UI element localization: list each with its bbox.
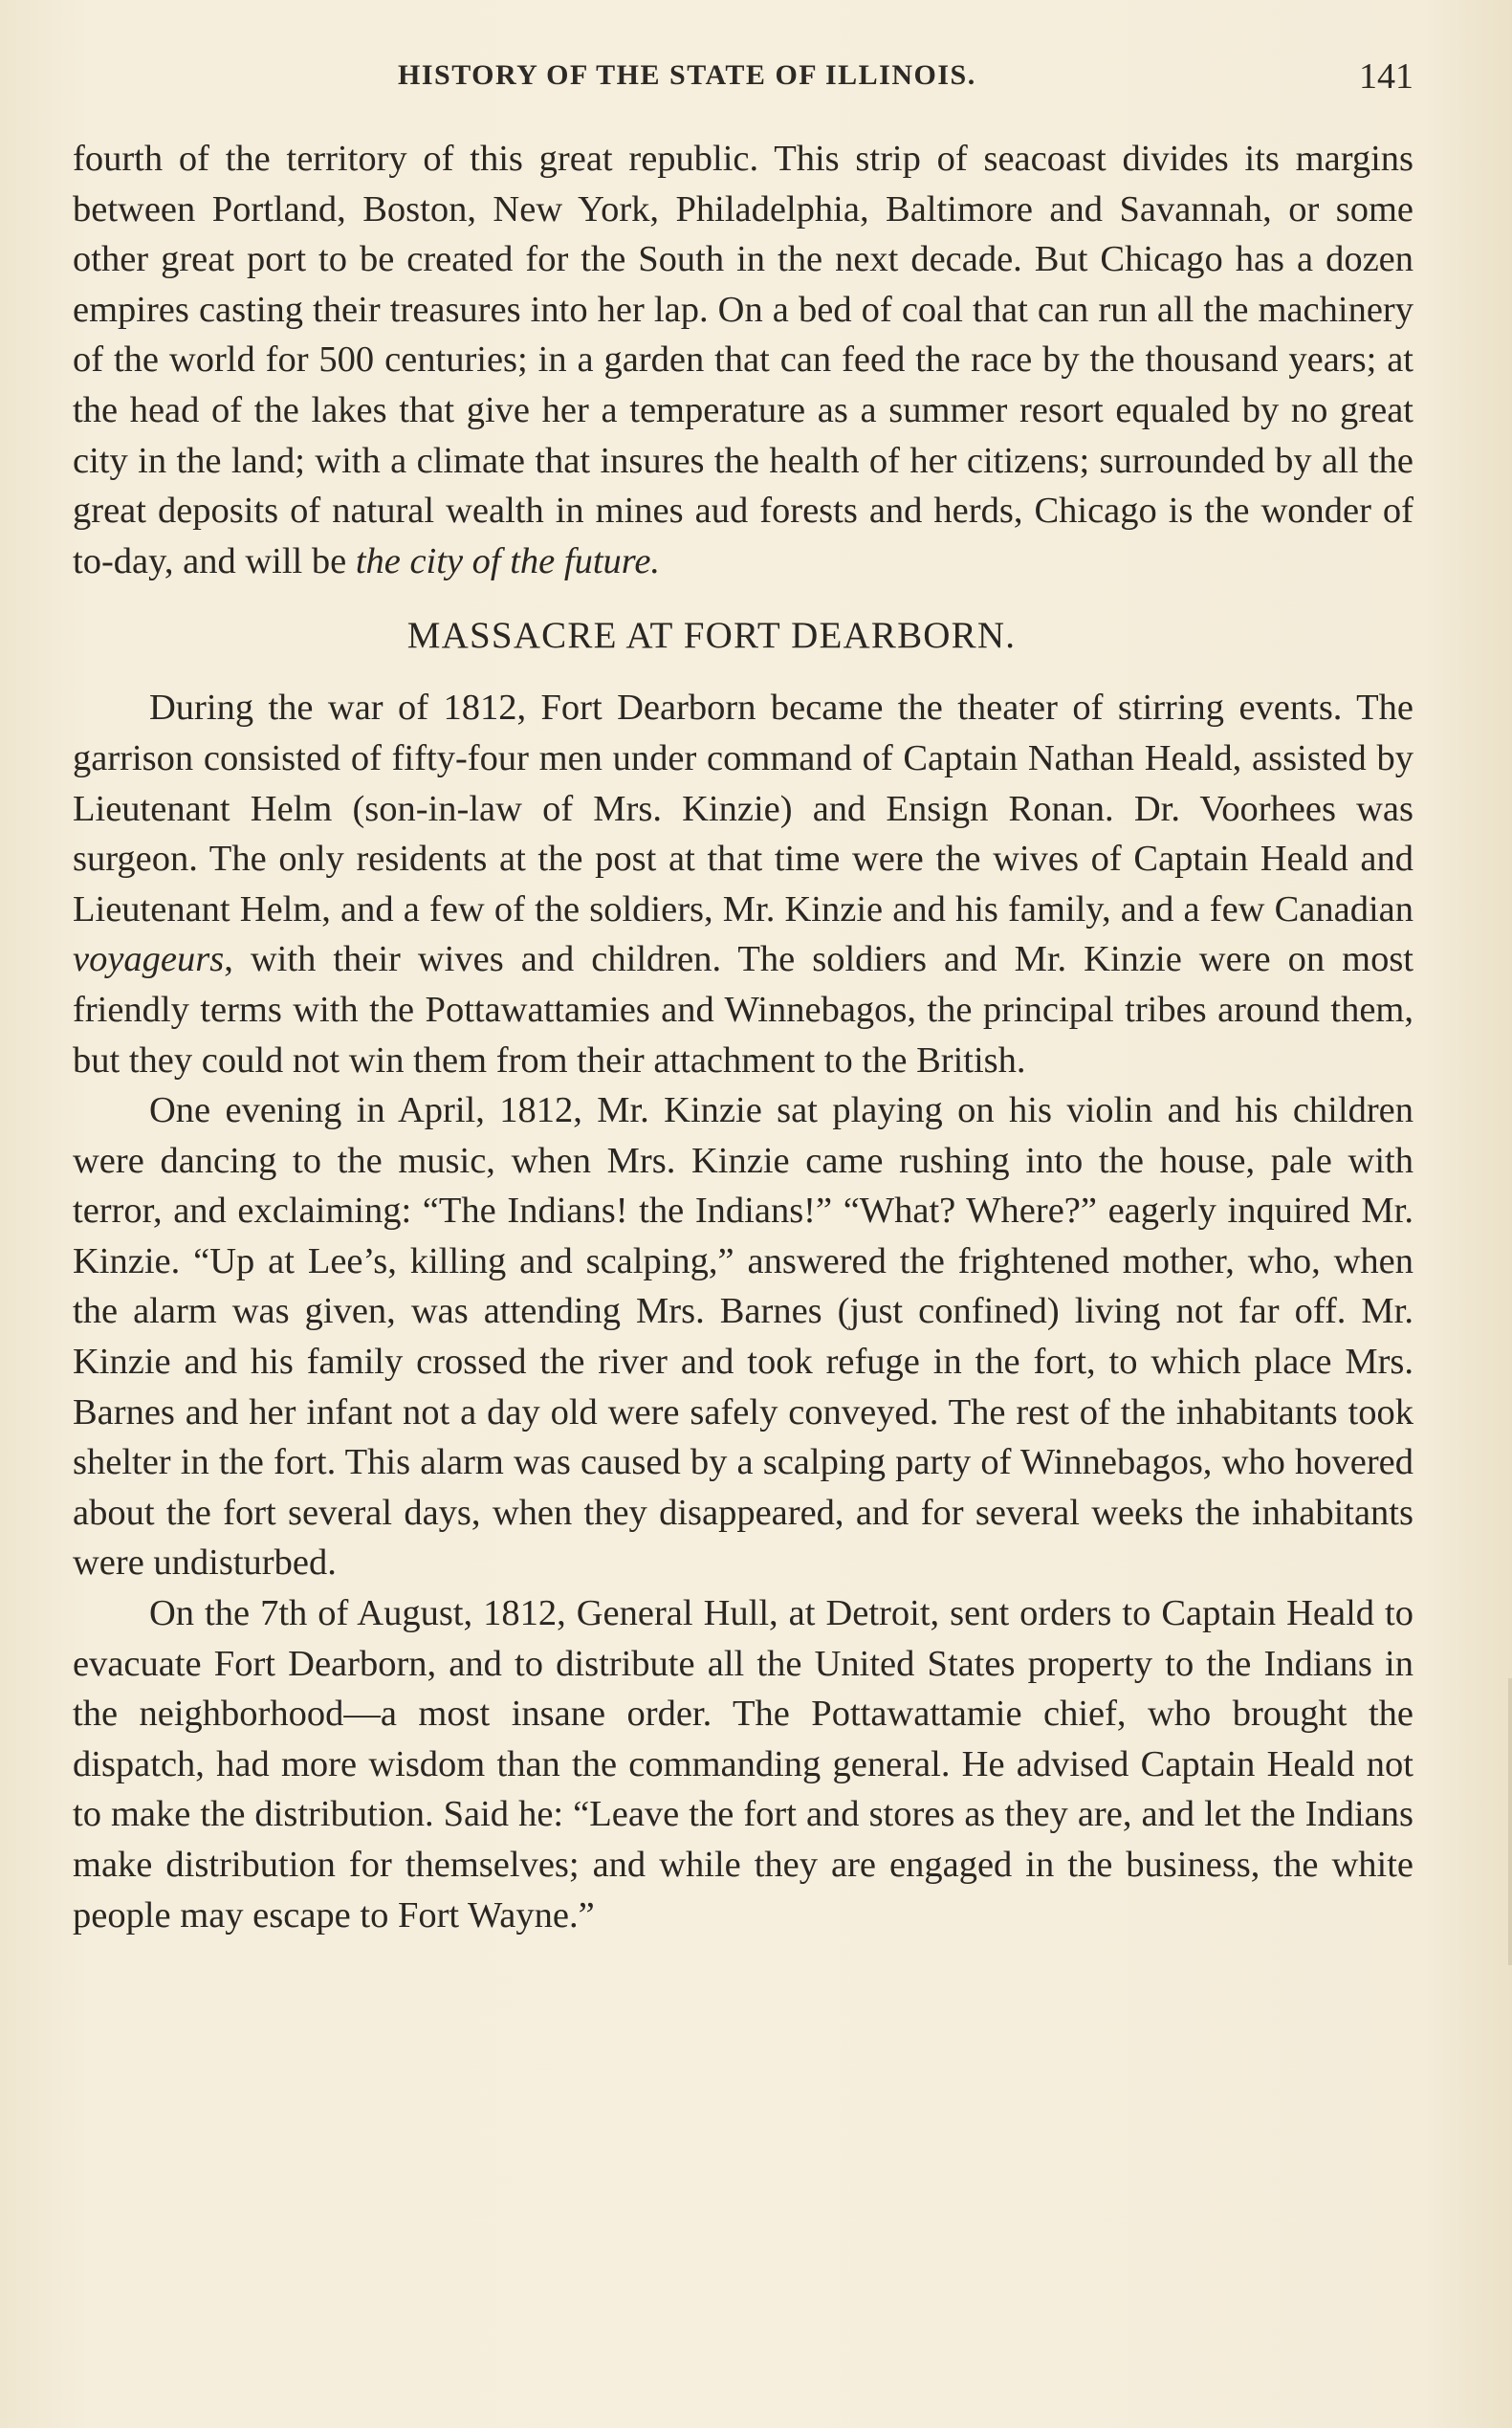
- running-head: HISTORY OF THE STATE OF ILLINOIS.: [398, 59, 976, 91]
- paragraph-war-of-1812: [73, 683, 1413, 1085]
- italic-phrase: the city of the future.: [355, 540, 661, 581]
- body-text: [73, 134, 1413, 1940]
- paragraph-text: During the war of 1812, Fort Dearborn became the theater of stirring events. The garrison consisted of fifty-four men under command of Captain Nathan Heald, assisted by Lieutenant Helm (son-in-law of Mrs. Kinzie) and Ensign Ronan. Dr. Voorhees was surgeon. The only residents at the post at that time were the wives of Captain Heald and Lieutenant Helm, and a few of the soldiers, Mr. Kinzie and his family, and a few Canadian: [73, 688, 1413, 930]
- page-edge-shadow: [1508, 1678, 1512, 1965]
- paragraph-chicago-conclusion: [73, 134, 1413, 586]
- paragraph-april-alarm: One evening in April, 1812, Mr. Kinzie sat playing on his violin and his children were dancing to the music, when Mrs. Kinzie came rushing into the house, pale with terror, and exclaiming: “The Indians! the Indians!” “What? Where?” eagerly inquired Mr. Kinzie. “Up at Lee’s, killing and scalping,” answered the frightened mother, who, when the alarm was given, was attending Mrs. Barnes (just confined) living not far off. Mr. Kinzie and his family crossed the river and took refuge in the fort, to which place Mrs. Barnes and her infant not a day old were safely conveyed. The rest of the inhabitants took shelter in the fort. This alarm was caused by a scalping party of Winnebagos, who hovered about the fort several days, when they disappeared, and for several weeks the inhabitants were undisturbed.: [73, 1090, 1413, 1584]
- paragraph-evacuation-order: On the 7th of August, 1812, General Hull, at Detroit, sent orders to Captain Heald to evacuate Fort Dearborn, and to distribute all the United States property to the Indians in the neighborhood—a most insane order. The Pottawattamie chief, who brought the dispatch, had more wisdom than the commanding general. He advised Captain Heald not to make the distribution. Said he: “Leave the fort and stores as they are, and let the Indians make distribution for themselves; and while they are engaged in the business, the white people may escape to Fort Wayne.”: [73, 1593, 1413, 1936]
- italic-word: voyageurs: [73, 939, 225, 980]
- section-title: MASSACRE AT FORT DEARBORN.: [406, 615, 1017, 657]
- paragraph-text: fourth of the territory of this great republic. This strip of seacoast divides its margins between Portland, Boston, New York, Philadelphia, Baltimore and Savannah, or some other great port to be created for the South in the next decade. But Chicago has a dozen empires casting their treasures into her lap. On a bed of coal that can run all the machinery of the world for 500 centuries; in a garden that can feed the race by the thousand years; at the head of the lakes that give her a temperature as a summer resort equaled by no great city in the land; with a climate that insures the health of her citizens; surrounded by all the great deposits of natural wealth in mines aud forests and herds, Chicago is the wonder of to-day, and will be: [73, 139, 1413, 581]
- page-number: 141: [1359, 56, 1413, 97]
- paragraph-text: , with their wives and children. The soldiers and Mr. Kinzie were on most friendly terms with the Pottawattamies and Winnebagos, the principal tribes around them, but they could not win them from their attachment to the British.: [73, 939, 1413, 1081]
- page-header: [73, 55, 1413, 103]
